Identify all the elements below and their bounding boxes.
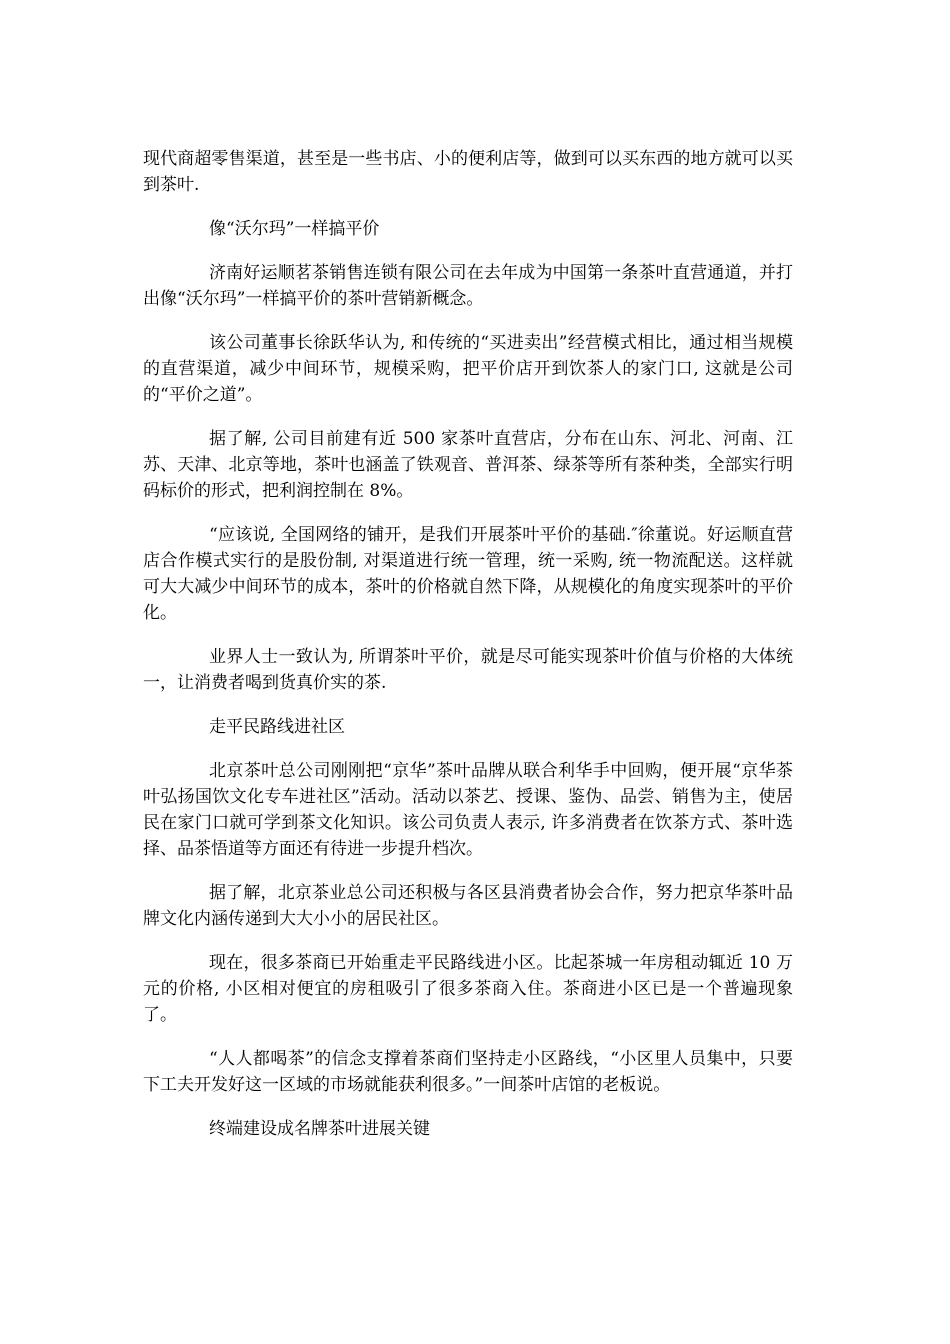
paragraph: 现在，很多茶商已开始重走平民路线进小区。比起茶城一年房租动辄近 10 万元的价格, 小区相对便宜的房租吸引了很多茶商入住。茶商进小区已是一个普遍现象了。: [143, 953, 793, 1025]
section-heading-walmart-pricing: 像“沃尔玛”一样搞平价: [209, 219, 380, 239]
paragraph: “应该说, 全国网络的铺开，是我们开展茶叶平价的基础.″徐董说。好运顺直营店合作模式实行的是股份制, 对渠道进行统一管理，统一采购, 统一物流配送。这样就可大大减少中间环节的成本，茶叶的价格就自然下降，从规模化的角度实现茶叶的平价化。: [143, 525, 793, 623]
paragraph: 北京茶叶总公司刚刚把“京华”茶叶品牌从联合利华手中回购，便开展“京华茶叶弘扬国饮文化专车进社区”活动。活动以茶艺、授课、鉴伪、品尝、销售为主，使居民在家门口就可学到茶文化知识。该公司负责人表示, 许多消费者在饮茶方式、茶叶选择、品茶悟道等方面还有待进一步提升档次。: [143, 761, 793, 859]
section-heading-terminal-construction: 终端建设成名牌茶叶进展关键: [209, 1119, 430, 1139]
section-heading-community-route: 走平民路线进社区: [209, 717, 345, 737]
paragraph: 业界人士一致认为, 所谓茶叶平价，就是尽可能实现茶叶价值与价格的大体统一，让消费者喝到货真价实的茶.: [143, 647, 793, 693]
paragraph: “人人都喝茶”的信念支撑着茶商们坚持走小区路线，“小区里人员集中，只要下工夫开发好这一区域的市场就能获利很多。”一间茶叶店馆的老板说。: [143, 1049, 793, 1095]
paragraph: 据了解, 公司目前建有近 500 家茶叶直营店，分布在山东、河北、河南、江苏、天津、北京等地，茶叶也涵盖了铁观音、普洱茶、绿茶等所有茶种类，全部实行明码标价的形式，把利润控制在 8%。: [143, 429, 793, 501]
paragraph: 该公司董事长徐跃华认为, 和传统的“买进卖出”经营模式相比，通过相当规模的直营渠道，减少中间环节，规模采购，把平价店开到饮茶人的家门口, 这就是公司的“平价之道”。: [143, 333, 793, 405]
document-body: [143, 146, 793, 1160]
paragraph: 济南好运顺茗茶销售连锁有限公司在去年成为中国第一条茶叶直营通道，并打出像“沃尔玛”一样搞平价的茶叶营销新概念。: [143, 263, 793, 309]
paragraph: 据了解，北京茶业总公司还积极与各区县消费者协会合作，努力把京华茶叶品牌文化内涵传递到大大小小的居民社区。: [143, 883, 793, 929]
paragraph-continued: 现代商超零售渠道，甚至是一些书店、小的便利店等，做到可以买东西的地方就可以买到茶叶.: [143, 149, 793, 195]
